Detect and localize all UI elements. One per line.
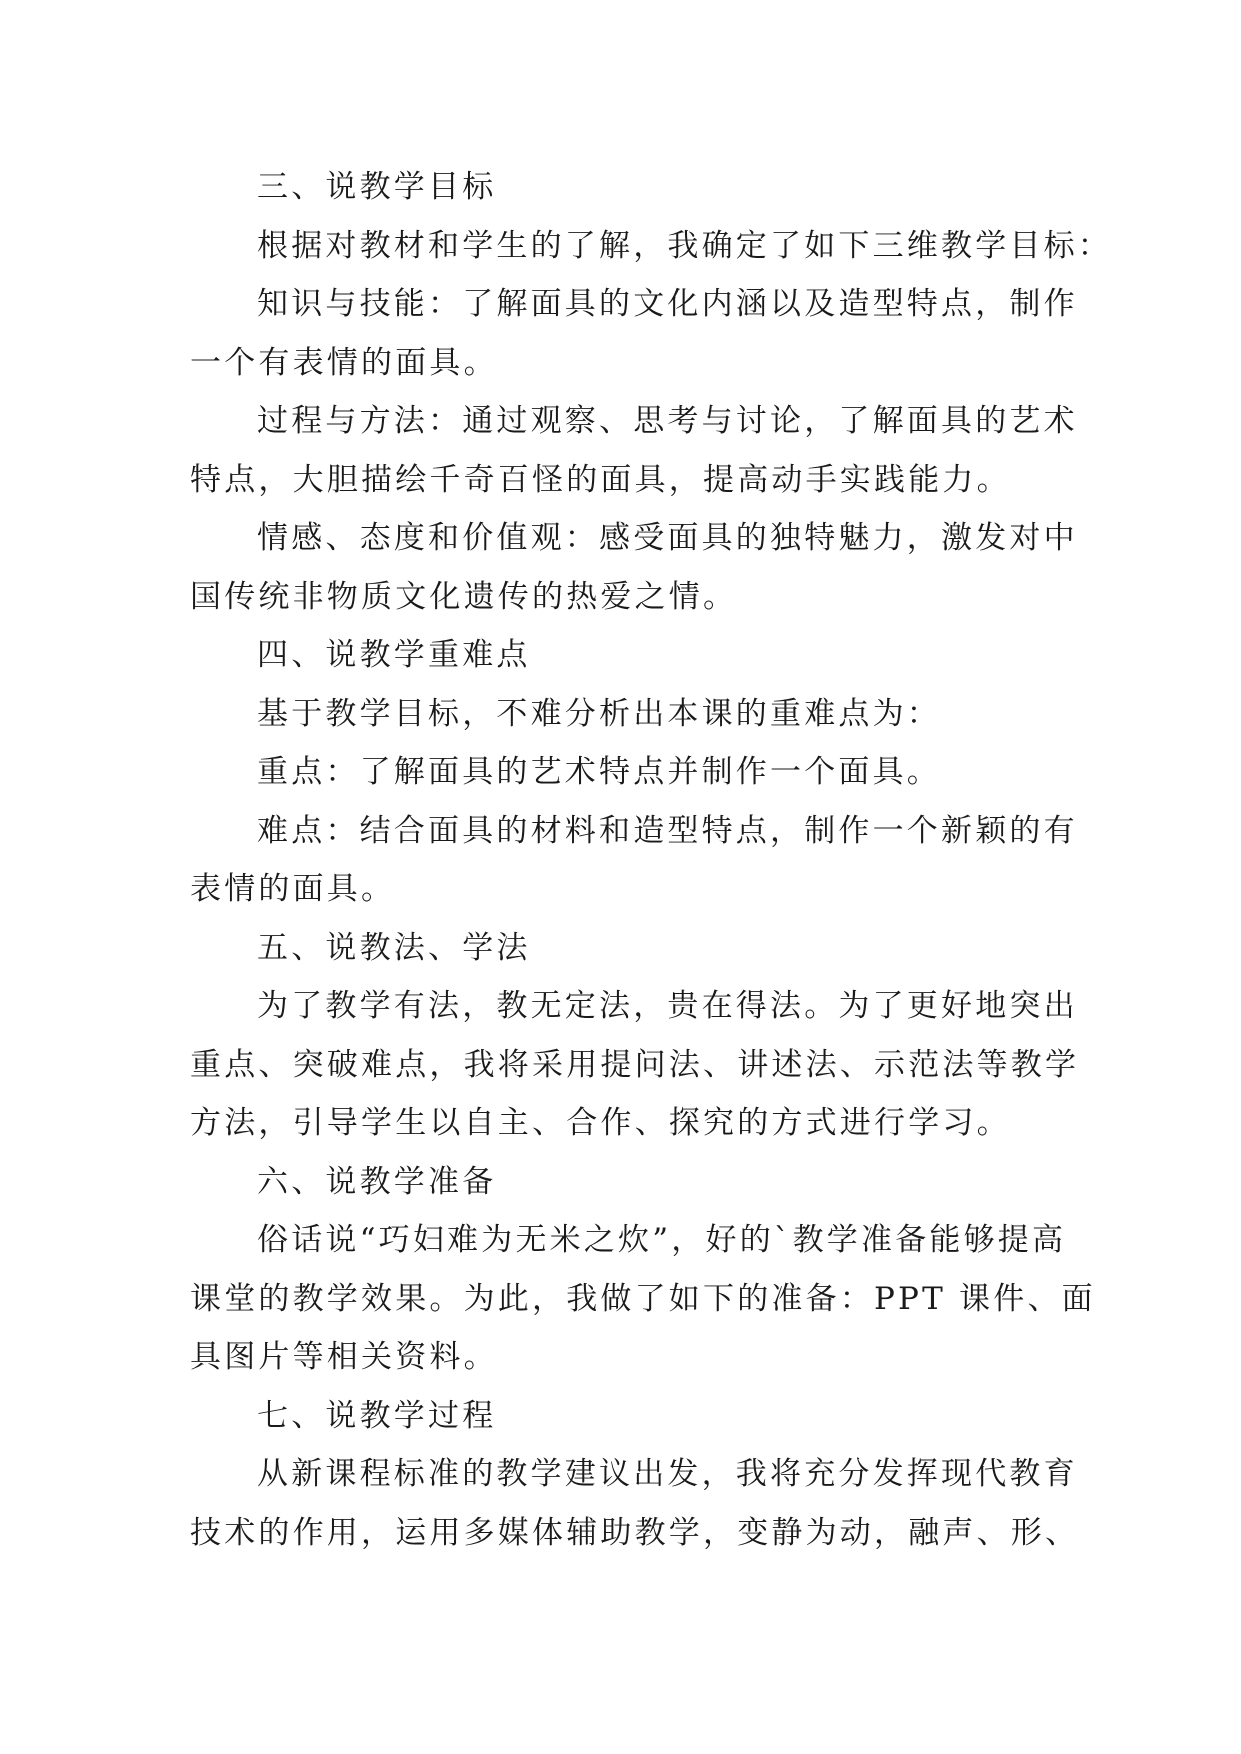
paragraph-line: 知识与技能：了解面具的文化内涵以及造型特点，制作 <box>257 286 1078 322</box>
paragraph-line: 具图片等相关资料。 <box>190 1339 498 1375</box>
section-heading-teaching-goals: 三、说教学目标 <box>257 169 497 205</box>
paragraph-line: 从新课程标准的教学建议出发，我将充分发挥现代教育 <box>257 1456 1078 1492</box>
paragraph-line: 过程与方法：通过观察、思考与讨论，了解面具的艺术 <box>257 403 1078 439</box>
paragraph-line: 难点：结合面具的材料和造型特点，制作一个新颖的有 <box>257 812 1078 849</box>
paragraph-line: 情感、态度和价值观：感受面具的独特魅力，激发对中 <box>257 520 1078 556</box>
section-heading-process: 七、说教学过程 <box>257 1397 497 1434</box>
paragraph-line: 方法，引导学生以自主、合作、探究的方式进行学习。 <box>190 1105 1011 1141</box>
paragraph-line: 一个有表情的面具。 <box>190 344 498 381</box>
paragraph-line: 基于教学目标，不难分析出本课的重难点为： <box>257 695 941 732</box>
paragraph-line: 国传统非物质文化遗传的热爱之情。 <box>190 578 738 615</box>
document-body <box>190 158 1112 1562</box>
section-heading-methods: 五、说教法、学法 <box>257 929 531 966</box>
paragraph-line: 重点、突破难点，我将采用提问法、讲述法、示范法等教学 <box>190 1046 1080 1083</box>
paragraph-line: 俗话说“巧妇难为无米之炊”，好的`教学准备能够提高 <box>257 1222 1067 1258</box>
section-heading-preparation: 六、说教学准备 <box>257 1163 497 1200</box>
paragraph-line: 表情的面具。 <box>190 871 396 907</box>
paragraph-line: 课堂的教学效果。为此，我做了如下的准备：PPT 课件、面 <box>190 1280 1096 1317</box>
paragraph-line: 特点，大胆描绘千奇百怪的面具，提高动手实践能力。 <box>190 461 1011 498</box>
paragraph-line: 技术的作用，运用多媒体辅助教学，变静为动，融声、形、 <box>190 1514 1080 1551</box>
paragraph-line: 为了教学有法，教无定法，贵在得法。为了更好地突出 <box>257 988 1078 1024</box>
paragraph-line: 重点：了解面具的艺术特点并制作一个面具。 <box>257 754 941 790</box>
section-heading-key-points: 四、说教学重难点 <box>257 637 531 673</box>
paragraph-line: 根据对教材和学生的了解，我确定了如下三维教学目标： <box>257 227 1112 264</box>
